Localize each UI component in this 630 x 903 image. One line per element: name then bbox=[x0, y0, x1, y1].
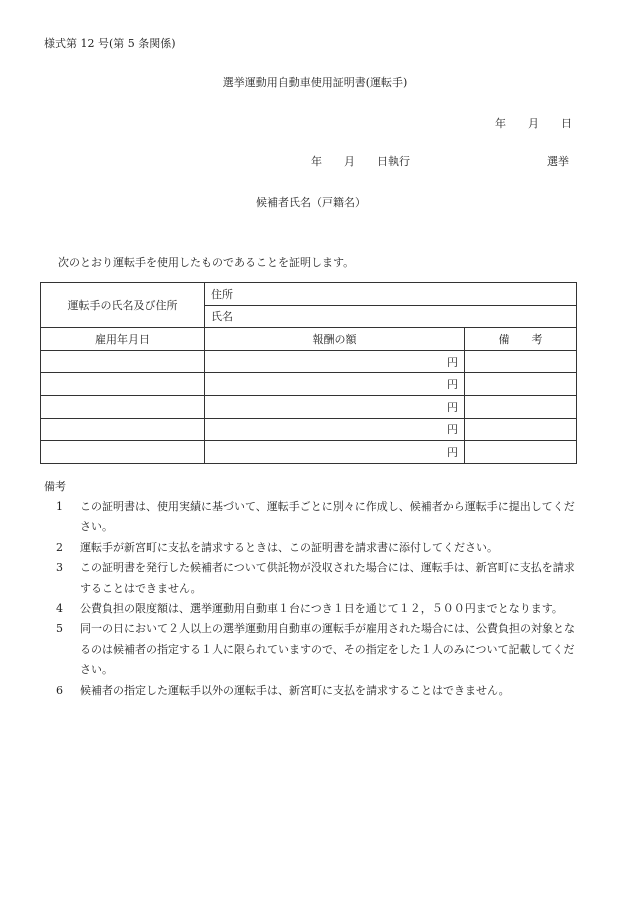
note-text: この証明書は、使用実績に基づいて、運転手ごとに別々に作成し、候補者から運転手に提出してください。 bbox=[80, 500, 575, 534]
note-number: 5 bbox=[56, 622, 63, 636]
note-item bbox=[42, 558, 582, 599]
remarks-cell[interactable] bbox=[465, 373, 577, 396]
note-number: 1 bbox=[56, 500, 63, 513]
remuneration-cell[interactable]: 円 bbox=[205, 373, 465, 396]
note-item bbox=[42, 538, 582, 558]
day-label: 日 bbox=[561, 117, 572, 130]
remarks-cell[interactable] bbox=[465, 350, 577, 373]
remuneration-cell[interactable]: 円 bbox=[205, 441, 465, 464]
election-line bbox=[311, 153, 569, 169]
issue-date-line bbox=[495, 115, 572, 131]
driver-label-cell: 運転手の氏名及び住所 bbox=[41, 283, 205, 328]
note-number: 6 bbox=[56, 683, 63, 697]
employment-date-cell[interactable] bbox=[41, 373, 205, 396]
table-row bbox=[41, 373, 577, 396]
intro-text: 次のとおり運転手を使用したものであることを証明します。 bbox=[58, 256, 355, 269]
remuneration-cell[interactable]: 円 bbox=[205, 395, 465, 418]
election-day-held-label: 日執行 bbox=[377, 155, 410, 168]
note-text: 公費負担の限度額は、選挙運動用自動車１台につき１日を通じて１２，５００円までとなります。 bbox=[80, 602, 563, 616]
note-item bbox=[42, 619, 582, 680]
year-label: 年 bbox=[495, 117, 506, 130]
header-employment-date: 雇用年月日 bbox=[41, 328, 205, 351]
header-remarks: 備 考 bbox=[465, 328, 577, 351]
month-label: 月 bbox=[528, 117, 539, 130]
employment-date-cell[interactable] bbox=[41, 418, 205, 441]
note-number: 2 bbox=[56, 540, 63, 554]
remarks-cell[interactable] bbox=[465, 418, 577, 441]
note-number: 3 bbox=[56, 561, 63, 575]
note-text: 候補者の指定した運転手以外の運転手は、新宮町に支払を請求することはできません。 bbox=[80, 683, 510, 697]
remarks-cell[interactable] bbox=[465, 395, 577, 418]
election-name-label: 選挙 bbox=[547, 155, 569, 168]
note-item bbox=[42, 681, 582, 701]
header-remuneration: 報酬の額 bbox=[205, 328, 465, 351]
election-year-label: 年 bbox=[311, 155, 322, 168]
employment-date-cell[interactable] bbox=[41, 395, 205, 418]
note-text: 同一の日において２人以上の選挙運動用自動車の運転手が雇用された場合には、公費負担の対象となるのは候補者の指定する１人に限られていますので、その指定をした１人のみについて記載してください。 bbox=[80, 622, 575, 677]
note-item bbox=[42, 599, 582, 619]
note-text: この証明書を発行した候補者について供託物が没収された場合には、運転手は、新宮町に支払を請求することはできません。 bbox=[80, 561, 575, 595]
table-row bbox=[41, 418, 577, 441]
address-field[interactable]: 住所 bbox=[205, 283, 577, 306]
notes-list bbox=[42, 497, 582, 701]
driver-usage-table bbox=[40, 282, 577, 464]
note-text: 運転手が新宮町に支払を請求するときは、この証明書を請求書に添付してください。 bbox=[80, 540, 498, 554]
document-title: 選挙運動用自動車使用証明書(運転手) bbox=[222, 76, 408, 89]
remuneration-cell[interactable]: 円 bbox=[205, 350, 465, 373]
table-row bbox=[41, 441, 577, 464]
employment-date-cell[interactable] bbox=[41, 441, 205, 464]
election-month-label: 月 bbox=[344, 155, 355, 168]
note-number: 4 bbox=[56, 602, 63, 616]
note-item bbox=[42, 497, 582, 538]
notes-heading: 備考 bbox=[44, 480, 66, 493]
candidate-name-label: 候補者氏名（戸籍名） bbox=[256, 196, 366, 209]
table-row bbox=[41, 350, 577, 373]
name-field[interactable]: 氏名 bbox=[205, 305, 577, 328]
remarks-cell[interactable] bbox=[465, 441, 577, 464]
form-number: 様式第 12 号(第 5 条関係) bbox=[44, 37, 176, 50]
remuneration-cell[interactable]: 円 bbox=[205, 418, 465, 441]
table-row bbox=[41, 395, 577, 418]
employment-date-cell[interactable] bbox=[41, 350, 205, 373]
